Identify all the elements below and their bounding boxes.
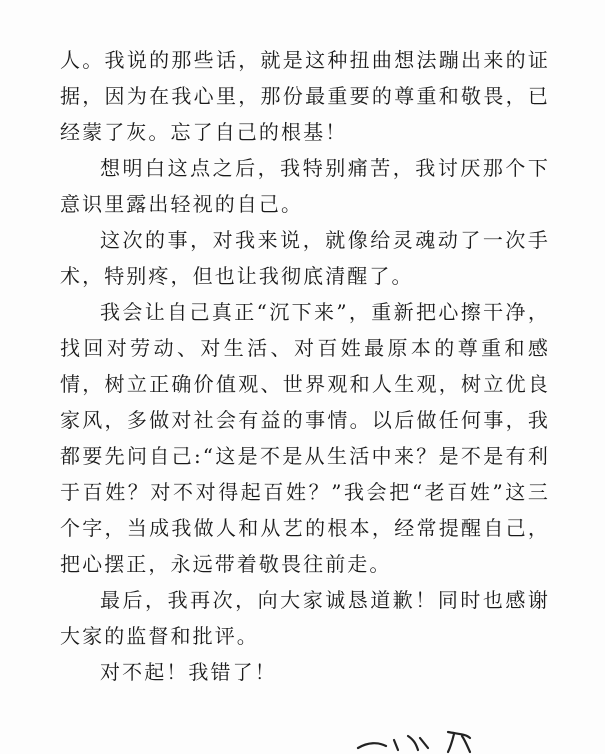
handwritten-signature <box>350 724 500 754</box>
letter-body <box>60 42 550 690</box>
paragraph-commitment: 我会让自己真正“沉下来”，重新把心擦干净，找回对劳动、对生活、对百姓最原本的尊重和感情，树立正确价值观、世界观和人生观，树立优良家风，多做对社会有益的事情。以后做任何事，我都要先问自己:“这是不是从生活中来？是不是有利于百姓？对不对得起百姓？”我会把“老百姓”这三个字，当成我做人和从艺的根本，经常提醒自己，把心摆正，永远带着敬畏往前走。 <box>60 300 550 576</box>
paragraph-realization: 想明白这点之后，我特别痛苦，我讨厌那个下意识里露出轻视的自己。 <box>60 156 550 216</box>
paragraph-continuation: 人。我说的那些话，就是这种扭曲想法蹦出来的证据，因为在我心里，那份最重要的尊重和敬畏，已经蒙了灰。忘了自己的根基！ <box>60 48 550 144</box>
paragraph-surgery: 这次的事，对我来说，就像给灵魂动了一次手术，特别疼，但也让我彻底清醒了。 <box>60 228 550 288</box>
paragraph-apology: 最后，我再次，向大家诚恳道歉！同时也感谢大家的监督和批评。 <box>60 588 550 648</box>
paragraph-closing: 对不起！我错了！ <box>100 660 277 684</box>
